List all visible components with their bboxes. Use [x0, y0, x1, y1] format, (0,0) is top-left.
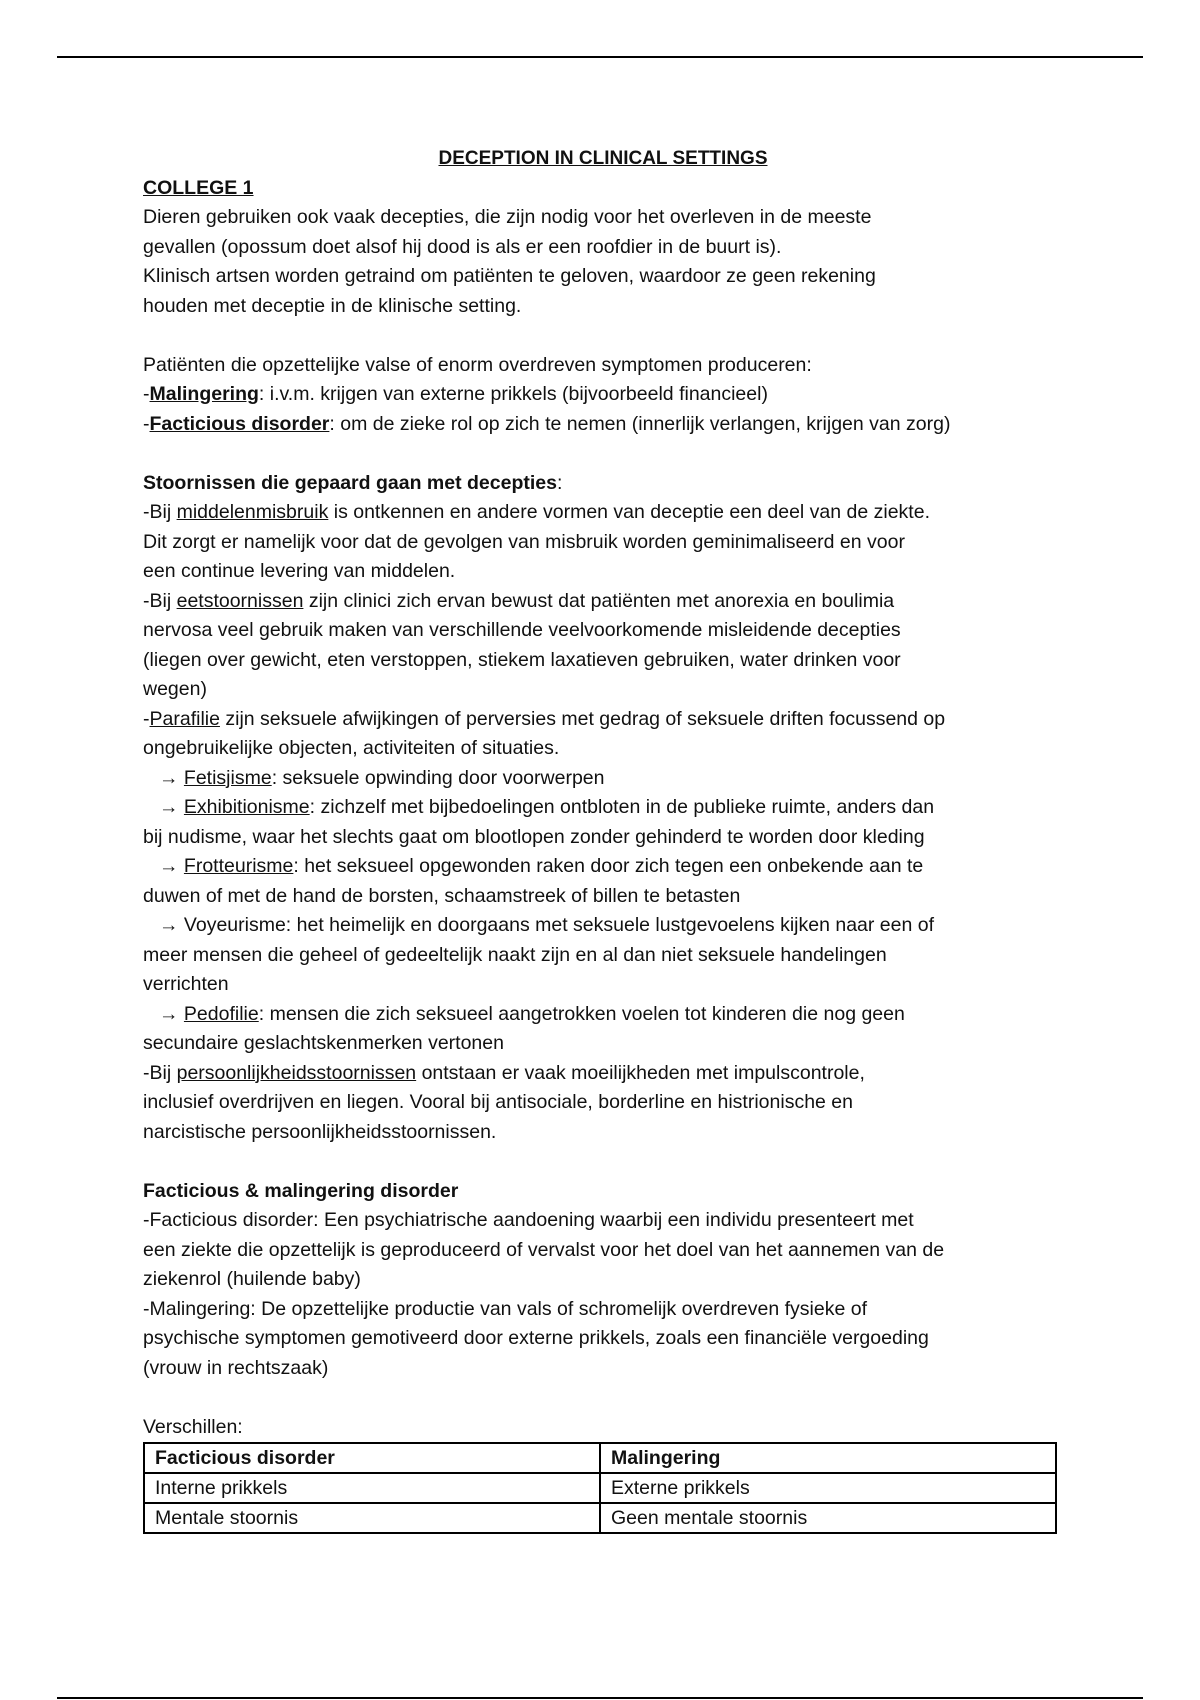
- eating-item: [143, 587, 1063, 617]
- table-header-cell: Facticious disorder: [144, 1443, 600, 1473]
- spacer: [143, 1383, 1063, 1413]
- pedo-term: Pedofilie: [183, 1002, 259, 1025]
- document-page: [143, 144, 1063, 1534]
- exhib-line: bij nudisme, waar het slechts gaat om blootlopen zonder gehinderd te worden door kleding: [143, 825, 925, 848]
- voyeur-item: [143, 911, 1063, 941]
- pedo-line: secundaire geslachtskenmerken vertonen: [143, 1032, 504, 1054]
- spacer: [143, 439, 1063, 469]
- arrow-icon: →: [159, 796, 179, 818]
- eating-prefix: -Bij: [143, 589, 177, 612]
- paraphilia-text: zijn seksuele afwijkingen of perversies met gedrag of seksuele driften focussend op: [219, 707, 946, 730]
- personality-prefix: -Bij: [143, 1061, 177, 1084]
- substance-term: middelenmisbruik: [176, 501, 329, 523]
- section2-line: (vrouw in rechtszaak): [143, 1356, 329, 1379]
- arrow-icon: →: [159, 766, 179, 789]
- intro-line: houden met deceptie in de klinische setting.: [143, 294, 522, 317]
- patients-lead: Patiënten die opzettelijke valse of enorm overdreven symptomen produceren:: [143, 353, 812, 376]
- substance-text: is ontkennen en andere vormen van deceptie een deel van de ziekte.: [328, 501, 930, 523]
- intro-line: Dieren gebruiken ook vaak decepties, die zijn nodig voor het overleven in de meeste: [143, 206, 872, 228]
- pedo-text: : mensen die zich seksueel aangetrokken voelen tot kinderen die nog geen: [258, 1002, 905, 1025]
- intro-line: gevallen (opossum doet alsof hij dood is als er een roofdier in de buurt is).: [143, 235, 782, 258]
- facticious-term: Facticious disorder: [149, 412, 330, 435]
- personality-line: narcistische persoonlijkheidsstoornissen.: [143, 1120, 497, 1143]
- paraphilia-item: [143, 705, 1063, 735]
- section2-line: ziekenrol (huilende baby): [143, 1268, 361, 1290]
- disorders-heading-text: Stoornissen die gepaard gaan met decepties: [143, 471, 557, 494]
- frott-line: duwen of met de hand de borsten, schaamstreek of billen te betasten: [143, 884, 741, 907]
- substance-prefix: -Bij: [143, 501, 177, 523]
- arrow-icon: →: [159, 1002, 179, 1025]
- paraphilia-term: Parafilie: [149, 707, 220, 730]
- fetish-term: Fetisjisme: [183, 766, 272, 789]
- table-cell: Interne prikkels: [144, 1473, 600, 1503]
- top-rule: [57, 56, 1143, 58]
- facticious-text: : om de zieke rol op zich te nemen (innerlijk verlangen, krijgen van zorg): [329, 412, 951, 435]
- section2-line: -Facticious disorder: Een psychiatrische aandoening waarbij een individu presenteert met: [143, 1209, 914, 1231]
- disorders-heading: [143, 469, 1063, 499]
- voyeur-text: Voyeurisme: het heimelijk en doorgaans met seksuele lustgevoelens kijken naar een of: [178, 914, 935, 936]
- table-header-cell: Malingering: [600, 1443, 1056, 1473]
- bottom-rule: [57, 1697, 1143, 1699]
- eating-line: nervosa veel gebruik maken van verschillende veelvoorkomende misleidende decepties: [143, 619, 901, 641]
- substance-line: een continue levering van middelen.: [143, 560, 456, 582]
- table-cell: Externe prikkels: [600, 1473, 1056, 1503]
- section2-line: psychische symptomen gemotiveerd door externe prikkels, zoals een financiële vergoeding: [143, 1327, 929, 1349]
- document-title: DECEPTION IN CLINICAL SETTINGS: [438, 148, 768, 169]
- eating-term: eetstoornissen: [176, 589, 304, 612]
- intro-line: Klinisch artsen worden getraind om patiënten te geloven, waardoor ze geen rekening: [143, 265, 876, 287]
- arrow-icon: →: [159, 914, 179, 936]
- personality-item: [143, 1059, 1063, 1089]
- exhib-text: : zichzelf met bijbedoelingen ontbloten in de publieke ruimte, anders dan: [309, 796, 935, 818]
- malingering-term: Malingering: [149, 383, 259, 405]
- pedo-item: [143, 1000, 1063, 1030]
- malingering-item: -Malingering: i.v.m. krijgen van externe prikkels (bijvoorbeeld financieel): [143, 383, 768, 405]
- table-cell: Mentale stoornis: [144, 1503, 600, 1533]
- eating-text: zijn clinici zich ervan bewust dat patiënten met anorexia en boulimia: [303, 589, 895, 612]
- table-row: [144, 1473, 1056, 1503]
- eating-line: (liegen over gewicht, eten verstoppen, stiekem laxatieven gebruiken, water drinken voor: [143, 648, 901, 671]
- college-heading: COLLEGE 1: [143, 176, 254, 199]
- voyeur-line: meer mensen die geheel of gedeeltelijk naakt zijn en al dan niet seksuele handelingen: [143, 943, 887, 966]
- table-row: [144, 1503, 1056, 1533]
- substance-item: [143, 498, 1063, 528]
- section2-line: een ziekte die opzettelijk is geproduceerd of vervalst voor het doel van het aannemen van de: [143, 1238, 945, 1261]
- frott-text: : het seksueel opgewonden raken door zich tegen een onbekende aan te: [293, 855, 924, 877]
- frott-term: Frotteurisme: [183, 855, 294, 877]
- frott-item: [143, 852, 1063, 882]
- fetish-text: : seksuele opwinding door voorwerpen: [271, 766, 605, 789]
- paraphilia-prefix: -: [143, 707, 150, 730]
- differences-table: [143, 1442, 1057, 1534]
- paraphilia-line: ongebruikelijke objecten, activiteiten of situaties.: [143, 737, 560, 759]
- section2-heading: Facticious & malingering disorder: [143, 1179, 459, 1202]
- arrow-icon: →: [159, 855, 179, 877]
- spacer: [143, 1147, 1063, 1177]
- substance-line: Dit zorgt er namelijk voor dat de gevolgen van misbruik worden geminimaliseerd en voor: [143, 530, 905, 553]
- personality-line: inclusief overdrijven en liegen. Vooral bij antisociale, borderline en histrionische en: [143, 1091, 853, 1113]
- personality-text: ontstaan er vaak moeilijkheden met impulscontrole,: [416, 1061, 865, 1084]
- voyeur-line: verrichten: [143, 973, 229, 995]
- eating-line: wegen): [143, 678, 207, 700]
- table-cell: Geen mentale stoornis: [600, 1503, 1056, 1533]
- spacer: [143, 321, 1063, 351]
- fetish-item: [143, 764, 1063, 794]
- malingering-text: : i.v.m. krijgen van externe prikkels (bijvoorbeeld financieel): [258, 383, 768, 405]
- exhib-term: Exhibitionisme: [183, 796, 310, 818]
- table-header-row: [144, 1443, 1056, 1473]
- facticious-item: -Facticious disorder: om de zieke rol op zich te nemen (innerlijk verlangen, krijgen van zorg): [143, 412, 951, 435]
- section2-line: -Malingering: De opzettelijke productie van vals of schromelijk overdreven fysieke of: [143, 1297, 868, 1320]
- disorders-heading-colon: :: [556, 471, 563, 494]
- differences-label: Verschillen:: [143, 1415, 243, 1438]
- personality-term: persoonlijkheidsstoornissen: [176, 1061, 417, 1084]
- exhib-item: [143, 793, 1063, 823]
